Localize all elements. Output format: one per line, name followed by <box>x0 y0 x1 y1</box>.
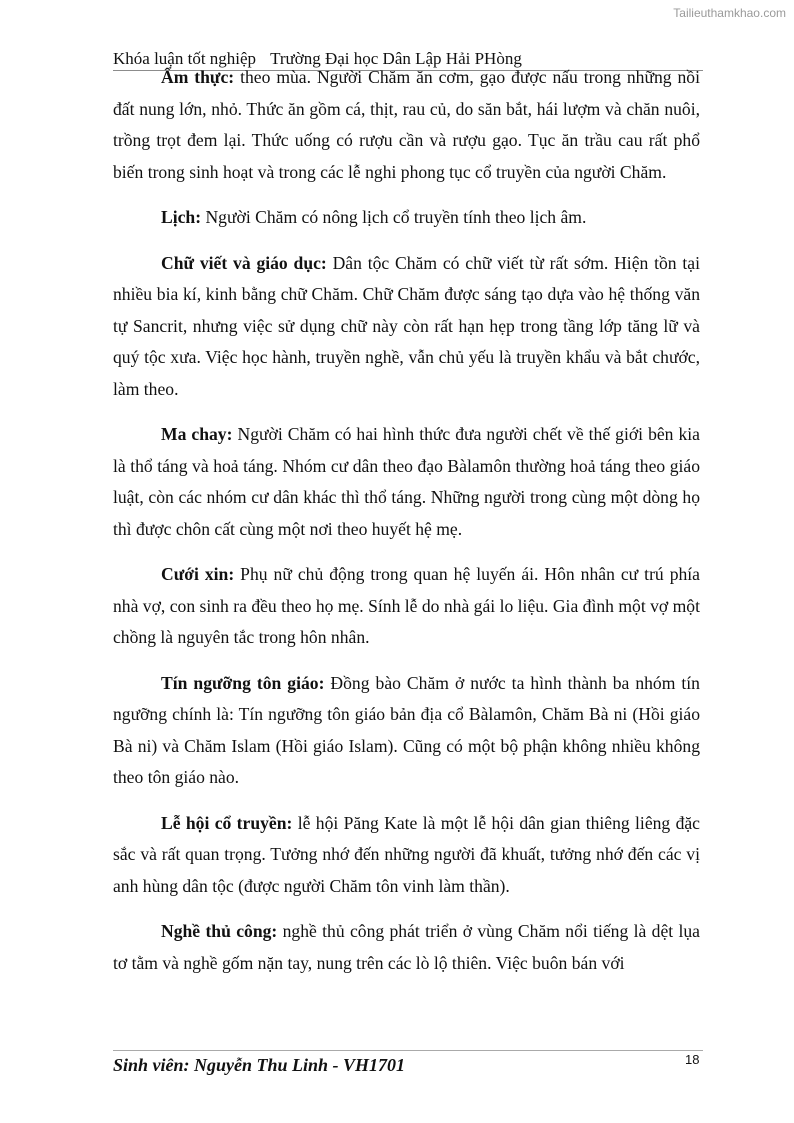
paragraph-text: nghề thủ công phát triển ở vùng Chăm nổi tiếng là dệt lụa tơ tằm và nghề gốm nặn tay, nung trên các lò lộ thiên. Việc buôn bán với <box>113 921 700 973</box>
paragraph-term: Ẩm thực: <box>161 67 235 87</box>
header-school-name: Trường Đại học Dân Lập Hải PHòng <box>270 49 522 68</box>
paragraph-text: lễ hội Păng Kate là một lễ hội dân gian thiêng liêng đặc sắc và rất quan trọng. Tưởng nhớ đến những người đã khuất, tưởng nhớ đến các vị anh hùng dân tộc (được người Chăm tôn vinh làm thần). <box>113 812 700 896</box>
paragraph-term: Tín ngưỡng tôn giáo: <box>161 672 325 693</box>
paragraph-term: Cưới xin: <box>161 564 235 584</box>
header-thesis-label: Khóa luận tốt nghiệp <box>113 49 257 68</box>
paragraph-term: Lịch: <box>161 207 202 227</box>
paragraph-term: Nghề thủ công: <box>161 921 278 941</box>
document-body <box>113 62 700 993</box>
paragraph-le-hoi <box>113 808 700 903</box>
paragraph-chu-viet <box>113 248 700 406</box>
paragraph-term: Chữ viết và giáo dục: <box>161 252 327 273</box>
paragraph-text: Đồng bào Chăm ở nước ta hình thành ba nhóm tín ngưỡng chính là: Tín ngưỡng tôn giáo bản địa cổ Bàlamôn, Chăm Bà ni (Hồi giáo Bà ni) và Chăm Islam (Hồi giáo Islam). Cũng có một bộ phận không nhiều không theo tôn giáo nào. <box>113 672 700 787</box>
paragraph-am-thuc <box>113 62 700 188</box>
paragraph-term: Lễ hội cổ truyền: <box>161 812 293 833</box>
footer-divider <box>113 1050 703 1051</box>
paragraph-term: Ma chay: <box>161 424 233 444</box>
footer-student-name: Sinh viên: Nguyễn Thu Linh - VH1701 <box>113 1055 406 1075</box>
watermark-text: Tailieuthamkhao.com <box>673 6 786 20</box>
paragraph-ma-chay <box>113 419 700 545</box>
paragraph-cuoi-xin <box>113 559 700 654</box>
paragraph-nghe-thu-cong <box>113 916 700 979</box>
paragraph-text: theo mùa. Người Chăm ăn cơm, gạo được nấu trong những nồi đất nung lớn, nhỏ. Thức ăn gồm cá, thịt, rau củ, do săn bắt, hái lượm và chăn nuôi, trồng trọt đem lại. Thức uống có rượu cần và rượu gạo. Tục ăn trầu cau rất phổ biến trong sinh hoạt và trong các lễ nghi phong tục cổ truyền của người Chăm. <box>113 67 700 182</box>
paragraph-text: Người Chăm có nông lịch cổ truyền tính theo lịch âm. <box>201 207 587 227</box>
paragraph-text: Người Chăm có hai hình thức đưa người chết về thế giới bên kia là thổ táng và hoả táng. Nhóm cư dân theo đạo Bàlamôn thường hoả táng theo giáo luật, còn các nhóm cư dân khác thì thổ táng. Những người trong cùng một dòng họ thì được chôn cất cùng một nơi theo huyết hệ mẹ. <box>113 424 700 539</box>
page-number: 18 <box>685 1052 700 1067</box>
paragraph-text: Phụ nữ chủ động trong quan hệ luyến ái. Hôn nhân cư trú phía nhà vợ, con sinh ra đều theo họ mẹ. Sính lễ do nhà gái lo liệu. Gia đình một vợ một chồng là nguyên tắc trong hôn nhân. <box>113 564 700 647</box>
paragraph-text: Dân tộc Chăm có chữ viết từ rất sớm. Hiện tồn tại nhiều bia kí, kinh bằng chữ Chăm. Chữ Chăm được sáng tạo dựa vào hệ thống văn tự Sancrit, nhưng việc sử dụng chữ này còn rất hạn hẹp trong tầng lớp tăng lữ và quý tộc xưa. Việc học hành, truyền nghề, vẫn chủ yếu là truyền khẩu và bắt chước, làm theo. <box>113 252 700 399</box>
paragraph-lich <box>113 202 700 234</box>
paragraph-tin-nguong <box>113 668 700 794</box>
